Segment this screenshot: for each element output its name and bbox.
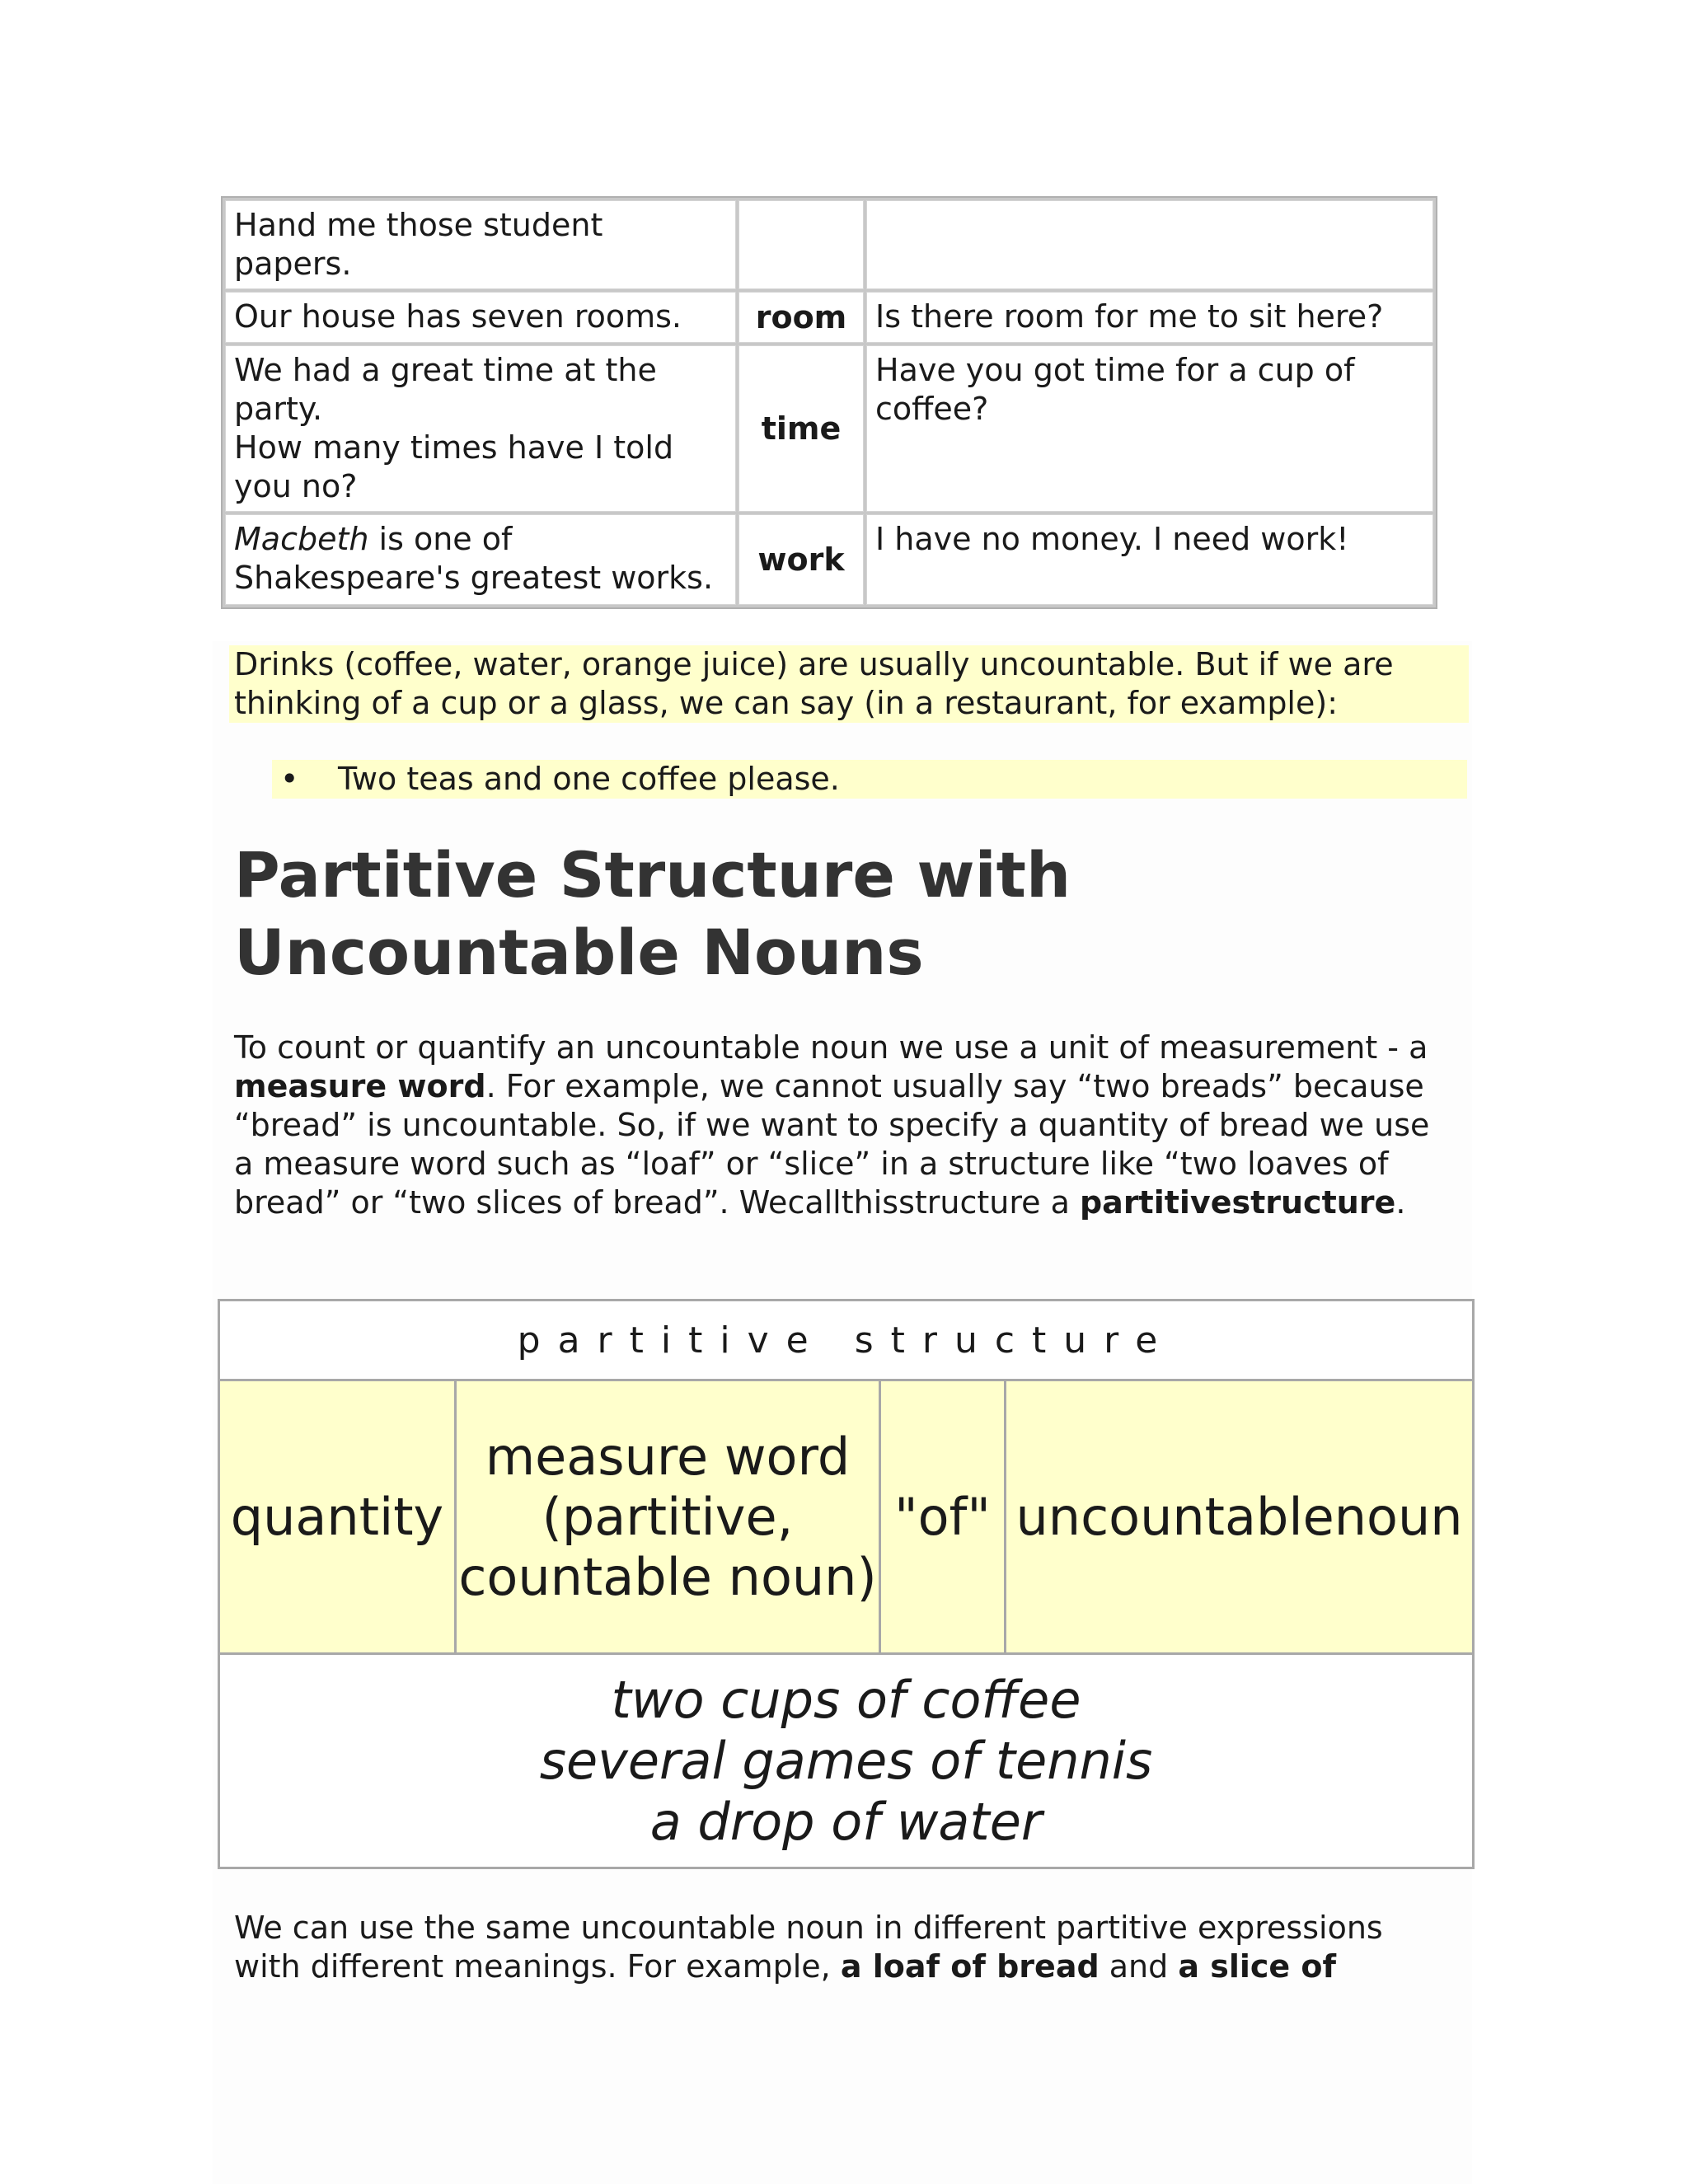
bold-term: a loaf of bread: [840, 1948, 1100, 1985]
countable-example-cell: Hand me those student papers.: [225, 200, 736, 289]
measure-word-cell: measure word (partitive, countable noun): [456, 1380, 880, 1654]
intro-paragraph: [234, 1029, 1454, 1222]
list-item-text: Two teas and one coffee please.: [338, 761, 840, 797]
example-sentence: We had a great time at the party.: [234, 352, 657, 427]
example-sentence: is one of Shakespeare's greatest works.: [234, 521, 714, 596]
example-sentence: How many times have I told you no?: [234, 429, 674, 504]
uncountable-example-cell: Have you got time for a cup of coffee?: [866, 345, 1433, 512]
countable-example-cell: [225, 514, 736, 605]
table-row: [219, 1654, 1474, 1868]
table-row: [219, 1380, 1474, 1654]
bold-term: a slice of: [1178, 1948, 1337, 1985]
countable-example-cell: [225, 345, 736, 512]
table-row: [225, 345, 1433, 512]
of-cell: "of": [880, 1380, 1006, 1654]
paragraph-text: and: [1099, 1948, 1179, 1985]
partitive-structure-table: [218, 1299, 1475, 1869]
example-phrase: several games of tennis: [539, 1730, 1153, 1791]
uncountable-noun-cell: uncountablenoun: [1006, 1380, 1474, 1654]
uncountable-example-cell: Is there room for me to sit here?: [866, 292, 1433, 343]
uncountable-example-cell: I have no money. I need work!: [866, 514, 1433, 605]
word-cell: time: [738, 345, 864, 512]
drinks-note: Drinks (coffee, water, orange juice) are usually uncountable. But if we are thinking of a cup or a glass, we can say (in a restaurant, for example):: [229, 645, 1469, 723]
example-phrase: two cups of coffee: [611, 1669, 1081, 1730]
countable-uncountable-table: [221, 196, 1437, 609]
countable-example-cell: Our house has seven rooms.: [225, 292, 736, 343]
list-item: [272, 760, 1467, 799]
paragraph-text: To count or quantify an uncountable noun we use a unit of measurement - a: [234, 1029, 1428, 1066]
paragraph-text: We can use the same uncountable noun in different partitive expressions with different meanings. For example,: [234, 1910, 1383, 1985]
bullet-icon: •: [280, 761, 299, 797]
word-cell: work: [738, 514, 864, 605]
table-row: [225, 292, 1433, 343]
examples-cell: [219, 1654, 1474, 1868]
paragraph-text: .: [1395, 1184, 1406, 1221]
word-cell: room: [738, 292, 864, 343]
closing-paragraph: [234, 1909, 1454, 1986]
word-cell: [738, 200, 864, 289]
table-row: [219, 1301, 1474, 1380]
section-heading: Partitive Structure with Uncountable Nouns: [234, 838, 1071, 989]
uncountable-example-cell: [866, 200, 1433, 289]
table-row: [225, 514, 1433, 605]
quantity-cell: quantity: [219, 1380, 456, 1654]
example-phrase: a drop of water: [649, 1791, 1043, 1852]
bold-term: partitivestructure: [1079, 1184, 1396, 1221]
table-row: [225, 200, 1433, 289]
paragraph-text: . For example, we cannot usually say “two breads” because “bread” is uncountable. So, if we want to specify a quantity of bread we use a measure word such as “loaf” or “slice” in a structure like “two loaves of bread” or “two slices of bread”. Wecallthisstructure a: [234, 1068, 1430, 1221]
bold-term: measure word: [234, 1068, 486, 1104]
book-title: Macbeth: [234, 521, 369, 557]
table-header: partitive structure: [219, 1301, 1474, 1380]
